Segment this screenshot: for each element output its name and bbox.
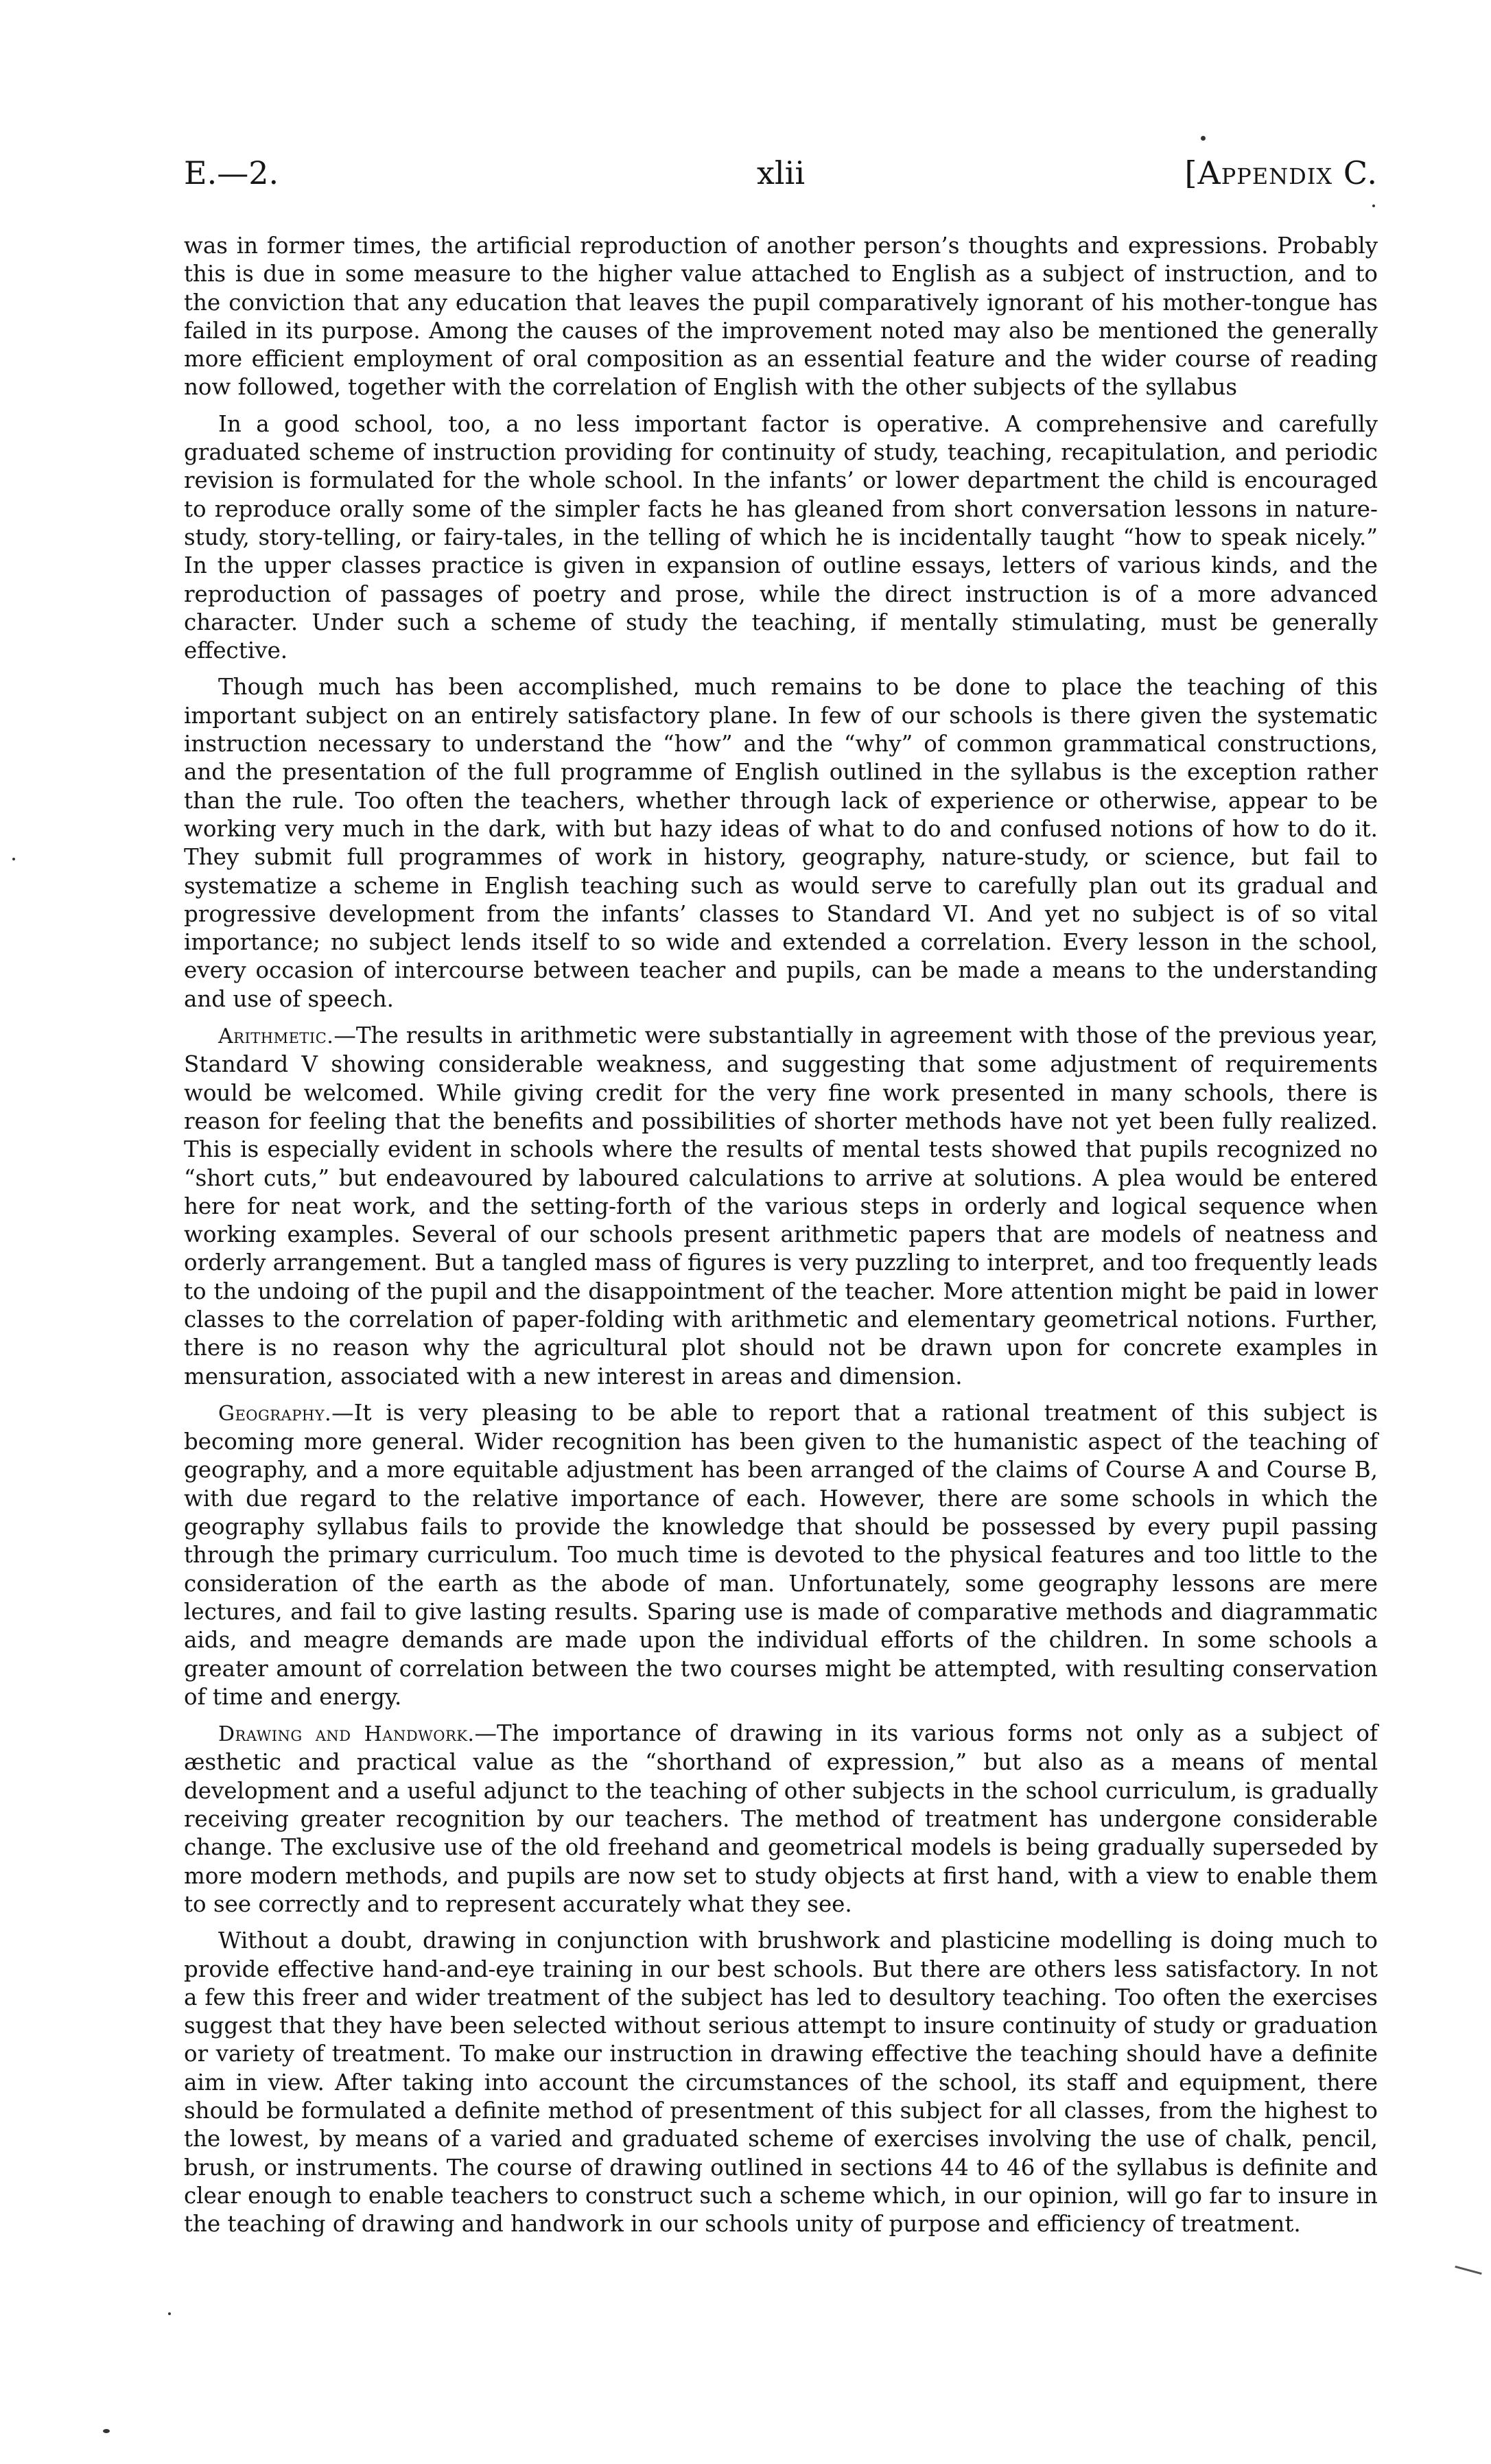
- paragraph: [184, 673, 1378, 1013]
- paragraph-text: was in former times, the artificial reproduction of another person’s thoughts and expressions. Probably this is due in some measure to the higher value attached to English as a subject of instruction, and to the conviction that any education that leaves the pupil comparatively ignorant of his mother-tongue has failed in its purpose. Among the causes of the improvement noted may also be mentioned the generally more efficient employment of oral composition as an essential feature and the wider course of reading now followed, together with the correlation of English with the other subjects of the syllabus: [184, 233, 1378, 401]
- scan-speck: [12, 858, 15, 860]
- scan-speck: [1372, 204, 1375, 207]
- paragraph: [184, 1927, 1378, 2238]
- page-number: xlii: [756, 154, 806, 191]
- section-heading: Drawing and Handwork.: [218, 1722, 475, 1747]
- scan-speck: [168, 2312, 171, 2315]
- section-heading: Arithmetic.: [218, 1024, 334, 1049]
- paragraph-text: —The importance of drawing in its various forms not only as a subject of æsthetic and practical value as the “shorthand of expression,” but also as a means of mental development and a useful adjunct to the teaching of other subjects in the school curriculum, is gradually receiving greater recognition by our teachers. The method of treatment has undergone considerable change. The exclusive use of the old freehand and geometrical models is being gradually superseded by more modern methods, and pupils are now set to study objects at first hand, with a view to enable them to see correctly and to represent accurately what they see.: [184, 1720, 1378, 1917]
- scan-speck: [103, 2429, 110, 2433]
- page-header: [184, 154, 1378, 202]
- paragraph: [184, 232, 1378, 402]
- paragraph: [184, 410, 1378, 666]
- scan-speck: [1201, 136, 1206, 141]
- paragraph-text: In a good school, too, a no less important factor is operative. A comprehensive and carefully graduated scheme of instruction providing for continuity of study, teaching, recapitulation, and periodic revision is formulated for the whole school. In the infants’ or lower department the child is encouraged to reproduce orally some of the simpler facts he has gleaned from short conversation lessons in nature-study, story-telling, or fairy-tales, in the telling of which he is incidentally taught “how to speak nicely.” In the upper classes practice is given in expansion of outline essays, letters of various kinds, and the reproduction of passages of poetry and prose, while the direct instruction is of a more advanced character. Under such a scheme of study the teaching, if mentally stimulating, must be generally effective.: [184, 410, 1378, 664]
- report-reference: E.—2.: [184, 154, 279, 191]
- paragraph-geography: [184, 1399, 1378, 1711]
- paragraph-text: —The results in arithmetic were substantially in agreement with those of the previous year, Standard V showing considerable weakness, and suggesting that some adjustment of requirements would be welcomed. While giving credit for the very fine work presented in many schools, there is reason for feeling that the benefits and possibilities of shorter methods have not yet been fully realized. This is especially evident in schools where the results of mental tests showed that pupils recognized no “short cuts,” but endeavoured by laboured calculations to arrive at solutions. A plea would be entered here for neat work, and the setting-forth of the various steps in orderly and logical sequence when working examples. Several of our schools present arithmetic papers that are models of neatness and orderly arrangement. But a tangled mass of figures is very puzzling to interpret, and too frequently leads to the undoing of the pupil and the disappointment of the teacher. More attention might be paid in lower classes to the correlation of paper-folding with arithmetic and elementary geometrical notions. Further, there is no reason why the agricultural plot should not be drawn upon for concrete examples in mensuration, associated with a new interest in areas and dimension.: [184, 1022, 1378, 1389]
- section-heading: Geography.: [218, 1401, 332, 1426]
- scan-mark: [1455, 2266, 1481, 2275]
- paragraph-arithmetic: [184, 1022, 1378, 1391]
- paragraph-text: —It is very pleasing to be able to report that a rational treatment of this subject is becoming more general. Wider recognition has been given to the humanistic aspect of the teaching of geography, and a more equitable adjustment has been arranged of the claims of Course A and Course B, with due regard to the relative importance of each. However, there are some schools in which the geography syllabus fails to provide the knowledge that should be possessed by every pupil passing through the primary curriculum. Too much time is devoted to the physical features and too little to the consideration of the earth as the abode of man. Unfortunately, some geography lessons are mere lectures, and fail to give lasting results. Sparing use is made of comparative methods and diagrammatic aids, and meagre demands are made upon the individual efforts of the children. In some schools a greater amount of correlation between the two courses might be attempted, with resulting conservation of time and energy.: [184, 1399, 1378, 1710]
- appendix-label: [Appendix C.: [1184, 154, 1378, 191]
- page-body: [184, 232, 1378, 2246]
- paragraph-text: Though much has been accomplished, much remains to be done to place the teaching of this important subject on an entirely satisfactory plane. In few of our schools is there given the systematic instruction necessary to understand the “how” and the “why” of common grammatical constructions, and the presentation of the full programme of English outlined in the syllabus is the exception rather than the rule. Too often the teachers, whether through lack of experience or otherwise, appear to be working very much in the dark, with but hazy ideas of what to do and confused notions of how to do it. They submit full programmes of work in history, geography, nature-study, or science, but fail to systematize a scheme in English teaching such as would serve to carefully plan out its gradual and progressive development from the infants’ classes to Standard VI. And yet no subject is of so vital importance; no subject lends itself to so wide and extended a correlation. Every lesson in the school, every occasion of intercourse between teacher and pupils, can be made a means to the understanding and use of speech.: [184, 674, 1378, 1012]
- paragraph-text: Without a doubt, drawing in conjunction with brushwork and plasticine modelling is doing much to provide effective hand-and-eye training in our best schools. But there are others less satisfactory. In not a few this freer and wider treatment of the subject has led to desultory teaching. Too often the exercises suggest that they have been selected without serious attempt to insure continuity of study or graduation or variety of treatment. To make our instruction in drawing effective the teaching should have a definite aim in view. After taking into account the circumstances of the school, its staff and equipment, there should be formulated a definite method of presentment of this subject for all classes, from the highest to the lowest, by means of a varied and graduated scheme of exercises involving the use of chalk, pencil, brush, or instruments. The course of drawing outlined in sections 44 to 46 of the syllabus is definite and clear enough to enable teachers to construct such a scheme which, in our opinion, will go far to insure in the teaching of drawing and handwork in our schools unity of purpose and efficiency of treatment.: [184, 1927, 1378, 2238]
- paragraph-drawing: [184, 1720, 1378, 1919]
